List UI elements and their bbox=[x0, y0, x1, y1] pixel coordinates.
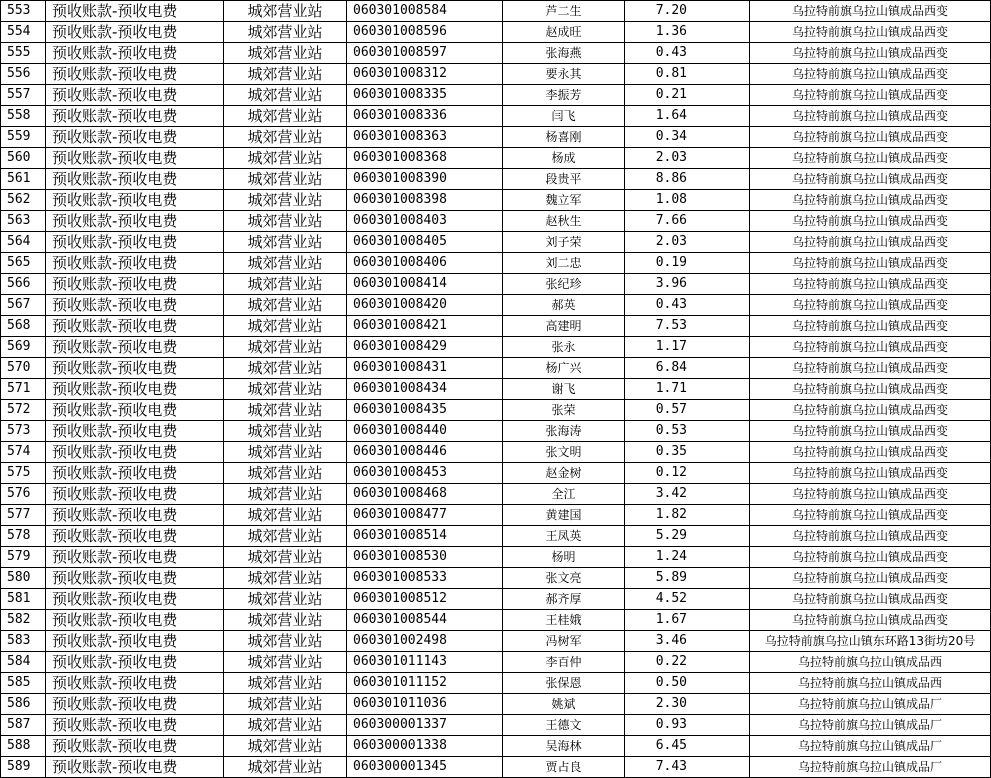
amount-cell: 5.89 bbox=[625, 568, 750, 589]
customer-name-cell: 张荣 bbox=[503, 400, 625, 421]
amount-cell: 7.66 bbox=[625, 211, 750, 232]
station-cell: 城郊营业站 bbox=[224, 673, 347, 694]
amount-cell: 0.19 bbox=[625, 253, 750, 274]
account-number-cell: 060301002498 bbox=[347, 631, 503, 652]
amount-cell: 0.57 bbox=[625, 400, 750, 421]
row-number-cell: 577 bbox=[1, 505, 46, 526]
customer-name-cell: 李振芳 bbox=[503, 85, 625, 106]
amount-cell: 1.67 bbox=[625, 610, 750, 631]
account-number-cell: 060301008597 bbox=[347, 43, 503, 64]
address-cell: 乌拉特前旗乌拉山镇成品西变 bbox=[750, 442, 991, 463]
table-row bbox=[1, 400, 991, 421]
account-number-cell: 060301008514 bbox=[347, 526, 503, 547]
account-type-cell: 预收账款-预收电费 bbox=[46, 589, 224, 610]
address-cell: 乌拉特前旗乌拉山镇成品西变 bbox=[750, 568, 991, 589]
account-number-cell: 060301008453 bbox=[347, 463, 503, 484]
account-type-cell: 预收账款-预收电费 bbox=[46, 673, 224, 694]
station-cell: 城郊营业站 bbox=[224, 190, 347, 211]
account-number-cell: 060301008533 bbox=[347, 568, 503, 589]
account-type-cell: 预收账款-预收电费 bbox=[46, 22, 224, 43]
station-cell: 城郊营业站 bbox=[224, 43, 347, 64]
station-cell: 城郊营业站 bbox=[224, 421, 347, 442]
account-number-cell: 060301008435 bbox=[347, 400, 503, 421]
row-number-cell: 573 bbox=[1, 421, 46, 442]
amount-cell: 3.96 bbox=[625, 274, 750, 295]
address-cell: 乌拉特前旗乌拉山镇成品西变 bbox=[750, 400, 991, 421]
account-type-cell: 预收账款-预收电费 bbox=[46, 631, 224, 652]
amount-cell: 6.84 bbox=[625, 358, 750, 379]
customer-name-cell: 杨广兴 bbox=[503, 358, 625, 379]
address-cell: 乌拉特前旗乌拉山镇成品厂 bbox=[750, 715, 991, 736]
amount-cell: 0.43 bbox=[625, 43, 750, 64]
station-cell: 城郊营业站 bbox=[224, 1, 347, 22]
amount-cell: 0.93 bbox=[625, 715, 750, 736]
account-number-cell: 060301011036 bbox=[347, 694, 503, 715]
account-type-cell: 预收账款-预收电费 bbox=[46, 505, 224, 526]
row-number-cell: 572 bbox=[1, 400, 46, 421]
account-number-cell: 060301008431 bbox=[347, 358, 503, 379]
table-row bbox=[1, 127, 991, 148]
customer-name-cell: 杨成 bbox=[503, 148, 625, 169]
station-cell: 城郊营业站 bbox=[224, 463, 347, 484]
amount-cell: 4.52 bbox=[625, 589, 750, 610]
address-cell: 乌拉特前旗乌拉山镇成品西变 bbox=[750, 190, 991, 211]
table-row bbox=[1, 442, 991, 463]
table-row bbox=[1, 484, 991, 505]
account-number-cell: 060301008336 bbox=[347, 106, 503, 127]
station-cell: 城郊营业站 bbox=[224, 253, 347, 274]
amount-cell: 8.86 bbox=[625, 169, 750, 190]
address-cell: 乌拉特前旗乌拉山镇成品西变 bbox=[750, 274, 991, 295]
account-type-cell: 预收账款-预收电费 bbox=[46, 400, 224, 421]
account-number-cell: 060301008403 bbox=[347, 211, 503, 232]
account-number-cell: 060301008421 bbox=[347, 316, 503, 337]
row-number-cell: 585 bbox=[1, 673, 46, 694]
amount-cell: 7.53 bbox=[625, 316, 750, 337]
table-row bbox=[1, 715, 991, 736]
address-cell: 乌拉特前旗乌拉山镇成品西变 bbox=[750, 526, 991, 547]
row-number-cell: 556 bbox=[1, 64, 46, 85]
row-number-cell: 562 bbox=[1, 190, 46, 211]
amount-cell: 2.03 bbox=[625, 148, 750, 169]
station-cell: 城郊营业站 bbox=[224, 106, 347, 127]
account-type-cell: 预收账款-预收电费 bbox=[46, 694, 224, 715]
account-type-cell: 预收账款-预收电费 bbox=[46, 547, 224, 568]
table-row bbox=[1, 64, 991, 85]
amount-cell: 1.24 bbox=[625, 547, 750, 568]
row-number-cell: 553 bbox=[1, 1, 46, 22]
amount-cell: 0.43 bbox=[625, 295, 750, 316]
account-type-cell: 预收账款-预收电费 bbox=[46, 190, 224, 211]
amount-cell: 0.53 bbox=[625, 421, 750, 442]
row-number-cell: 559 bbox=[1, 127, 46, 148]
account-type-cell: 预收账款-预收电费 bbox=[46, 421, 224, 442]
row-number-cell: 580 bbox=[1, 568, 46, 589]
account-number-cell: 060301011152 bbox=[347, 673, 503, 694]
station-cell: 城郊营业站 bbox=[224, 274, 347, 295]
row-number-cell: 583 bbox=[1, 631, 46, 652]
account-type-cell: 预收账款-预收电费 bbox=[46, 316, 224, 337]
customer-name-cell: 闫飞 bbox=[503, 106, 625, 127]
account-number-cell: 060301008398 bbox=[347, 190, 503, 211]
account-number-cell: 060301008363 bbox=[347, 127, 503, 148]
row-number-cell: 568 bbox=[1, 316, 46, 337]
row-number-cell: 567 bbox=[1, 295, 46, 316]
amount-cell: 0.12 bbox=[625, 463, 750, 484]
account-number-cell: 060301008414 bbox=[347, 274, 503, 295]
table-row bbox=[1, 673, 991, 694]
customer-name-cell: 张海涛 bbox=[503, 421, 625, 442]
table-row bbox=[1, 757, 991, 778]
account-number-cell: 060301008429 bbox=[347, 337, 503, 358]
row-number-cell: 574 bbox=[1, 442, 46, 463]
address-cell: 乌拉特前旗乌拉山镇成品西变 bbox=[750, 127, 991, 148]
amount-cell: 1.17 bbox=[625, 337, 750, 358]
customer-name-cell: 张文明 bbox=[503, 442, 625, 463]
customer-name-cell: 高建明 bbox=[503, 316, 625, 337]
customer-name-cell: 黄建国 bbox=[503, 505, 625, 526]
row-number-cell: 560 bbox=[1, 148, 46, 169]
address-cell: 乌拉特前旗乌拉山镇成品西变 bbox=[750, 43, 991, 64]
station-cell: 城郊营业站 bbox=[224, 757, 347, 778]
account-number-cell: 060301008420 bbox=[347, 295, 503, 316]
account-type-cell: 预收账款-预收电费 bbox=[46, 64, 224, 85]
table-row bbox=[1, 43, 991, 64]
table-row bbox=[1, 1, 991, 22]
station-cell: 城郊营业站 bbox=[224, 379, 347, 400]
customer-name-cell: 刘二忠 bbox=[503, 253, 625, 274]
table-row bbox=[1, 736, 991, 757]
row-number-cell: 582 bbox=[1, 610, 46, 631]
table-row bbox=[1, 589, 991, 610]
account-type-cell: 预收账款-预收电费 bbox=[46, 358, 224, 379]
address-cell: 乌拉特前旗乌拉山镇成品西变 bbox=[750, 610, 991, 631]
amount-cell: 0.81 bbox=[625, 64, 750, 85]
account-number-cell: 060301008335 bbox=[347, 85, 503, 106]
account-type-cell: 预收账款-预收电费 bbox=[46, 715, 224, 736]
station-cell: 城郊营业站 bbox=[224, 631, 347, 652]
account-type-cell: 预收账款-预收电费 bbox=[46, 484, 224, 505]
row-number-cell: 586 bbox=[1, 694, 46, 715]
account-number-cell: 060301011143 bbox=[347, 652, 503, 673]
account-number-cell: 060301008368 bbox=[347, 148, 503, 169]
customer-name-cell: 郝齐厚 bbox=[503, 589, 625, 610]
account-type-cell: 预收账款-预收电费 bbox=[46, 43, 224, 64]
amount-cell: 3.46 bbox=[625, 631, 750, 652]
account-type-cell: 预收账款-预收电费 bbox=[46, 127, 224, 148]
station-cell: 城郊营业站 bbox=[224, 610, 347, 631]
account-number-cell: 060301008596 bbox=[347, 22, 503, 43]
customer-name-cell: 谢飞 bbox=[503, 379, 625, 400]
address-cell: 乌拉特前旗乌拉山镇成品西变 bbox=[750, 505, 991, 526]
table-row bbox=[1, 421, 991, 442]
amount-cell: 7.20 bbox=[625, 1, 750, 22]
amount-cell: 5.29 bbox=[625, 526, 750, 547]
account-type-cell: 预收账款-预收电费 bbox=[46, 1, 224, 22]
account-number-cell: 060301008584 bbox=[347, 1, 503, 22]
customer-name-cell: 郝英 bbox=[503, 295, 625, 316]
row-number-cell: 584 bbox=[1, 652, 46, 673]
station-cell: 城郊营业站 bbox=[224, 85, 347, 106]
amount-cell: 7.43 bbox=[625, 757, 750, 778]
station-cell: 城郊营业站 bbox=[224, 316, 347, 337]
customer-name-cell: 赵秋生 bbox=[503, 211, 625, 232]
address-cell: 乌拉特前旗乌拉山镇成品西变 bbox=[750, 547, 991, 568]
address-cell: 乌拉特前旗乌拉山镇东环路13街坊20号 bbox=[750, 631, 991, 652]
customer-name-cell: 王德文 bbox=[503, 715, 625, 736]
account-type-cell: 预收账款-预收电费 bbox=[46, 442, 224, 463]
account-type-cell: 预收账款-预收电费 bbox=[46, 253, 224, 274]
amount-cell: 0.34 bbox=[625, 127, 750, 148]
address-cell: 乌拉特前旗乌拉山镇成品厂 bbox=[750, 736, 991, 757]
address-cell: 乌拉特前旗乌拉山镇成品西 bbox=[750, 652, 991, 673]
account-number-cell: 060301008312 bbox=[347, 64, 503, 85]
row-number-cell: 570 bbox=[1, 358, 46, 379]
station-cell: 城郊营业站 bbox=[224, 526, 347, 547]
table-row bbox=[1, 652, 991, 673]
amount-cell: 1.82 bbox=[625, 505, 750, 526]
customer-name-cell: 姚斌 bbox=[503, 694, 625, 715]
station-cell: 城郊营业站 bbox=[224, 22, 347, 43]
account-type-cell: 预收账款-预收电费 bbox=[46, 148, 224, 169]
customer-name-cell: 全江 bbox=[503, 484, 625, 505]
account-number-cell: 060301008440 bbox=[347, 421, 503, 442]
row-number-cell: 581 bbox=[1, 589, 46, 610]
customer-name-cell: 张文亮 bbox=[503, 568, 625, 589]
table-row bbox=[1, 505, 991, 526]
account-number-cell: 060301008390 bbox=[347, 169, 503, 190]
row-number-cell: 587 bbox=[1, 715, 46, 736]
table-row bbox=[1, 463, 991, 484]
station-cell: 城郊营业站 bbox=[224, 736, 347, 757]
table-row bbox=[1, 526, 991, 547]
account-number-cell: 060301008477 bbox=[347, 505, 503, 526]
station-cell: 城郊营业站 bbox=[224, 715, 347, 736]
account-number-cell: 060300001337 bbox=[347, 715, 503, 736]
row-number-cell: 563 bbox=[1, 211, 46, 232]
row-number-cell: 578 bbox=[1, 526, 46, 547]
table-row bbox=[1, 169, 991, 190]
account-number-cell: 060301008544 bbox=[347, 610, 503, 631]
row-number-cell: 564 bbox=[1, 232, 46, 253]
station-cell: 城郊营业站 bbox=[224, 589, 347, 610]
row-number-cell: 558 bbox=[1, 106, 46, 127]
address-cell: 乌拉特前旗乌拉山镇成品西变 bbox=[750, 85, 991, 106]
amount-cell: 1.08 bbox=[625, 190, 750, 211]
account-type-cell: 预收账款-预收电费 bbox=[46, 526, 224, 547]
customer-name-cell: 要永其 bbox=[503, 64, 625, 85]
address-cell: 乌拉特前旗乌拉山镇成品厂 bbox=[750, 757, 991, 778]
account-type-cell: 预收账款-预收电费 bbox=[46, 295, 224, 316]
station-cell: 城郊营业站 bbox=[224, 295, 347, 316]
table-row bbox=[1, 148, 991, 169]
account-type-cell: 预收账款-预收电费 bbox=[46, 211, 224, 232]
account-type-cell: 预收账款-预收电费 bbox=[46, 652, 224, 673]
table-row bbox=[1, 22, 991, 43]
customer-name-cell: 魏立军 bbox=[503, 190, 625, 211]
station-cell: 城郊营业站 bbox=[224, 127, 347, 148]
table-row bbox=[1, 610, 991, 631]
customer-name-cell: 张纪珍 bbox=[503, 274, 625, 295]
account-type-cell: 预收账款-预收电费 bbox=[46, 736, 224, 757]
account-type-cell: 预收账款-预收电费 bbox=[46, 85, 224, 106]
amount-cell: 0.21 bbox=[625, 85, 750, 106]
customer-name-cell: 张保恩 bbox=[503, 673, 625, 694]
account-type-cell: 预收账款-预收电费 bbox=[46, 232, 224, 253]
address-cell: 乌拉特前旗乌拉山镇成品西变 bbox=[750, 211, 991, 232]
table-row bbox=[1, 211, 991, 232]
address-cell: 乌拉特前旗乌拉山镇成品西变 bbox=[750, 421, 991, 442]
amount-cell: 1.64 bbox=[625, 106, 750, 127]
customer-name-cell: 张永 bbox=[503, 337, 625, 358]
address-cell: 乌拉特前旗乌拉山镇成品西变 bbox=[750, 148, 991, 169]
customer-name-cell: 杨明 bbox=[503, 547, 625, 568]
customer-name-cell: 赵金树 bbox=[503, 463, 625, 484]
table-row bbox=[1, 85, 991, 106]
account-number-cell: 060300001338 bbox=[347, 736, 503, 757]
station-cell: 城郊营业站 bbox=[224, 64, 347, 85]
row-number-cell: 565 bbox=[1, 253, 46, 274]
table-row bbox=[1, 253, 991, 274]
station-cell: 城郊营业站 bbox=[224, 400, 347, 421]
amount-cell: 1.36 bbox=[625, 22, 750, 43]
row-number-cell: 555 bbox=[1, 43, 46, 64]
row-number-cell: 579 bbox=[1, 547, 46, 568]
row-number-cell: 575 bbox=[1, 463, 46, 484]
account-number-cell: 060301008468 bbox=[347, 484, 503, 505]
amount-cell: 0.50 bbox=[625, 673, 750, 694]
account-type-cell: 预收账款-预收电费 bbox=[46, 463, 224, 484]
account-number-cell: 060301008446 bbox=[347, 442, 503, 463]
row-number-cell: 576 bbox=[1, 484, 46, 505]
address-cell: 乌拉特前旗乌拉山镇成品厂 bbox=[750, 694, 991, 715]
ledger-body bbox=[1, 1, 991, 778]
address-cell: 乌拉特前旗乌拉山镇成品西变 bbox=[750, 106, 991, 127]
amount-cell: 1.71 bbox=[625, 379, 750, 400]
station-cell: 城郊营业站 bbox=[224, 358, 347, 379]
customer-name-cell: 芦二生 bbox=[503, 1, 625, 22]
station-cell: 城郊营业站 bbox=[224, 484, 347, 505]
amount-cell: 0.22 bbox=[625, 652, 750, 673]
station-cell: 城郊营业站 bbox=[224, 337, 347, 358]
table-row bbox=[1, 547, 991, 568]
table-row bbox=[1, 316, 991, 337]
customer-name-cell: 冯树军 bbox=[503, 631, 625, 652]
table-row bbox=[1, 232, 991, 253]
station-cell: 城郊营业站 bbox=[224, 442, 347, 463]
address-cell: 乌拉特前旗乌拉山镇成品西变 bbox=[750, 379, 991, 400]
row-number-cell: 589 bbox=[1, 757, 46, 778]
table-row bbox=[1, 190, 991, 211]
row-number-cell: 566 bbox=[1, 274, 46, 295]
amount-cell: 2.03 bbox=[625, 232, 750, 253]
table-row bbox=[1, 379, 991, 400]
table-row bbox=[1, 358, 991, 379]
amount-cell: 3.42 bbox=[625, 484, 750, 505]
address-cell: 乌拉特前旗乌拉山镇成品西变 bbox=[750, 484, 991, 505]
station-cell: 城郊营业站 bbox=[224, 211, 347, 232]
account-number-cell: 060301008434 bbox=[347, 379, 503, 400]
station-cell: 城郊营业站 bbox=[224, 232, 347, 253]
address-cell: 乌拉特前旗乌拉山镇成品西变 bbox=[750, 316, 991, 337]
address-cell: 乌拉特前旗乌拉山镇成品西变 bbox=[750, 64, 991, 85]
account-type-cell: 预收账款-预收电费 bbox=[46, 106, 224, 127]
account-number-cell: 060301008530 bbox=[347, 547, 503, 568]
customer-name-cell: 赵成旺 bbox=[503, 22, 625, 43]
station-cell: 城郊营业站 bbox=[224, 547, 347, 568]
address-cell: 乌拉特前旗乌拉山镇成品西变 bbox=[750, 22, 991, 43]
account-type-cell: 预收账款-预收电费 bbox=[46, 337, 224, 358]
station-cell: 城郊营业站 bbox=[224, 568, 347, 589]
address-cell: 乌拉特前旗乌拉山镇成品西变 bbox=[750, 358, 991, 379]
customer-name-cell: 李百仲 bbox=[503, 652, 625, 673]
row-number-cell: 569 bbox=[1, 337, 46, 358]
customer-name-cell: 吴海林 bbox=[503, 736, 625, 757]
address-cell: 乌拉特前旗乌拉山镇成品西变 bbox=[750, 253, 991, 274]
account-number-cell: 060300001345 bbox=[347, 757, 503, 778]
account-type-cell: 预收账款-预收电费 bbox=[46, 757, 224, 778]
customer-name-cell: 杨喜刚 bbox=[503, 127, 625, 148]
address-cell: 乌拉特前旗乌拉山镇成品西变 bbox=[750, 589, 991, 610]
account-type-cell: 预收账款-预收电费 bbox=[46, 274, 224, 295]
customer-name-cell: 王凤英 bbox=[503, 526, 625, 547]
customer-name-cell: 贾占良 bbox=[503, 757, 625, 778]
account-number-cell: 060301008405 bbox=[347, 232, 503, 253]
account-type-cell: 预收账款-预收电费 bbox=[46, 610, 224, 631]
amount-cell: 0.35 bbox=[625, 442, 750, 463]
address-cell: 乌拉特前旗乌拉山镇成品西变 bbox=[750, 1, 991, 22]
station-cell: 城郊营业站 bbox=[224, 694, 347, 715]
table-row bbox=[1, 568, 991, 589]
table-row bbox=[1, 631, 991, 652]
customer-name-cell: 王桂娥 bbox=[503, 610, 625, 631]
row-number-cell: 588 bbox=[1, 736, 46, 757]
customer-name-cell: 段贵平 bbox=[503, 169, 625, 190]
table-row bbox=[1, 106, 991, 127]
amount-cell: 2.30 bbox=[625, 694, 750, 715]
address-cell: 乌拉特前旗乌拉山镇成品西变 bbox=[750, 169, 991, 190]
row-number-cell: 561 bbox=[1, 169, 46, 190]
address-cell: 乌拉特前旗乌拉山镇成品西变 bbox=[750, 463, 991, 484]
station-cell: 城郊营业站 bbox=[224, 148, 347, 169]
station-cell: 城郊营业站 bbox=[224, 652, 347, 673]
address-cell: 乌拉特前旗乌拉山镇成品西变 bbox=[750, 295, 991, 316]
table-row bbox=[1, 337, 991, 358]
station-cell: 城郊营业站 bbox=[224, 505, 347, 526]
address-cell: 乌拉特前旗乌拉山镇成品西 bbox=[750, 673, 991, 694]
address-cell: 乌拉特前旗乌拉山镇成品西变 bbox=[750, 232, 991, 253]
table-row bbox=[1, 694, 991, 715]
address-cell: 乌拉特前旗乌拉山镇成品西变 bbox=[750, 337, 991, 358]
row-number-cell: 557 bbox=[1, 85, 46, 106]
account-number-cell: 060301008512 bbox=[347, 589, 503, 610]
customer-name-cell: 刘子荣 bbox=[503, 232, 625, 253]
row-number-cell: 554 bbox=[1, 22, 46, 43]
customer-name-cell: 张海燕 bbox=[503, 43, 625, 64]
table-row bbox=[1, 274, 991, 295]
amount-cell: 6.45 bbox=[625, 736, 750, 757]
account-type-cell: 预收账款-预收电费 bbox=[46, 379, 224, 400]
account-number-cell: 060301008406 bbox=[347, 253, 503, 274]
table-row bbox=[1, 295, 991, 316]
account-type-cell: 预收账款-预收电费 bbox=[46, 568, 224, 589]
row-number-cell: 571 bbox=[1, 379, 46, 400]
station-cell: 城郊营业站 bbox=[224, 169, 347, 190]
account-type-cell: 预收账款-预收电费 bbox=[46, 169, 224, 190]
